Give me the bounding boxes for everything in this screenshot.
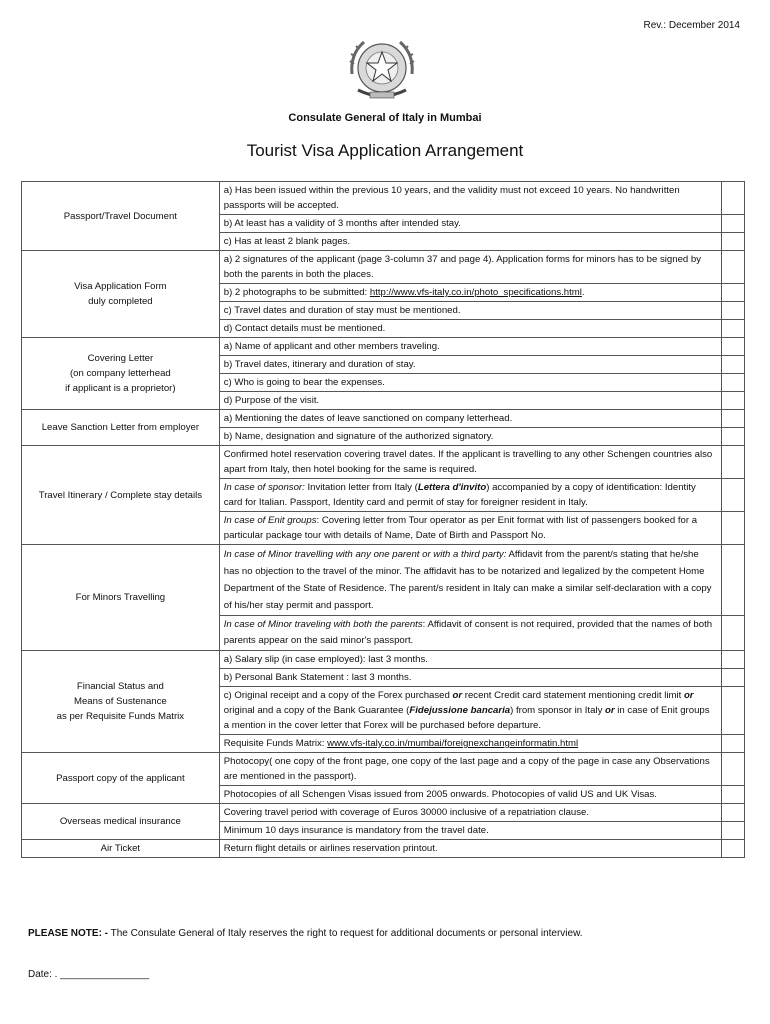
- category-covering-letter: [22, 338, 220, 410]
- category-label-line: (on company letterhead: [69, 368, 171, 379]
- page-title: Tourist Visa Application Arrangement: [246, 141, 524, 160]
- checkbox-cell[interactable]: [721, 545, 744, 616]
- requirement-item: [219, 545, 721, 616]
- requirement-item: a) Name of applicant and other members traveling.: [219, 338, 721, 356]
- requirement-item: [219, 687, 721, 735]
- checkbox-cell[interactable]: [721, 479, 744, 512]
- checkbox-cell[interactable]: [721, 616, 744, 651]
- requirement-item: Photocopies of all Schengen Visas issued from 2005 onwards. Photocopies of valid US and UK Visas.: [219, 786, 721, 804]
- requirement-text: : Affidavit of consent is not required, provided that the names of both parents appear on the said minor's passport.: [223, 619, 713, 646]
- checkbox-cell[interactable]: [721, 338, 744, 356]
- requirement-lead: In case of Enit groups: [223, 515, 317, 526]
- consulate-name: Consulate General of Italy in Mumbai: [288, 112, 482, 124]
- requirement-item: c) Who is going to bear the expenses.: [219, 374, 721, 392]
- checkbox-cell[interactable]: [721, 651, 744, 669]
- requirement-term: or: [605, 705, 615, 716]
- category-travel-itinerary: Travel Itinerary / Complete stay details: [22, 446, 220, 545]
- requirement-text: ) accompanied by a copy of identification: Identity card for Italian. Passport, Identity card and permit of stay for foreigner resident in Italy.: [223, 482, 696, 508]
- requirement-item: c) Travel dates and duration of stay must be mentioned.: [219, 302, 721, 320]
- requirement-item: c) Has at least 2 blank pages.: [219, 233, 721, 251]
- table-row: [22, 182, 745, 215]
- requirement-text: Requisite Funds Matrix:: [223, 738, 328, 749]
- category-leave-sanction: Leave Sanction Letter from employer: [22, 410, 220, 446]
- table-row: [22, 410, 745, 428]
- checkbox-cell[interactable]: [721, 215, 744, 233]
- checkbox-cell[interactable]: [721, 374, 744, 392]
- requirement-term: Fidejussione bancaria: [409, 705, 511, 716]
- revision-date: Rev.: December 2014: [643, 20, 740, 31]
- checkbox-cell[interactable]: [721, 753, 744, 786]
- requirement-text: c) Original receipt and a copy of the Forex purchased: [223, 690, 453, 701]
- requirement-item: Photocopy( one copy of the front page, one copy of the last page and a copy of the page in case any Observations are mentioned in the passport).: [219, 753, 721, 786]
- requirement-item: d) Contact details must be mentioned.: [219, 320, 721, 338]
- requirement-item: Covering travel period with coverage of Euros 30000 inclusive of a repatriation clause.: [219, 804, 721, 822]
- photo-specifications-link[interactable]: http://www.vfs-italy.co.in/photo_specifications.html: [369, 287, 582, 298]
- checkbox-cell[interactable]: [721, 735, 744, 753]
- requirement-text: original and a copy of the Bank Guarantee (: [223, 705, 410, 716]
- requirement-item: b) Personal Bank Statement : last 3 months.: [219, 669, 721, 687]
- checkbox-cell[interactable]: [721, 410, 744, 428]
- table-row: [22, 251, 745, 284]
- checkbox-cell[interactable]: [721, 233, 744, 251]
- checkbox-cell[interactable]: [721, 428, 744, 446]
- italian-emblem-icon: [346, 34, 418, 104]
- category-air-ticket: Air Ticket: [22, 840, 220, 858]
- category-label-line: Financial Status and: [76, 681, 164, 692]
- table-row: [22, 651, 745, 669]
- category-label-line: Visa Application Form: [74, 281, 167, 292]
- requirement-item: [219, 512, 721, 545]
- requirement-item: b) At least has a validity of 3 months after intended stay.: [219, 215, 721, 233]
- requirement-text: recent Credit card statement mentioning credit limit: [462, 690, 684, 701]
- requirement-item: b) Travel dates, itinerary and duration of stay.: [219, 356, 721, 374]
- checkbox-cell[interactable]: [721, 392, 744, 410]
- checkbox-cell[interactable]: [721, 320, 744, 338]
- note-label: PLEASE NOTE: -: [28, 928, 109, 939]
- table-row: [22, 753, 745, 786]
- requirement-item: [219, 735, 721, 753]
- requirement-item: [219, 284, 721, 302]
- checkbox-cell[interactable]: [721, 512, 744, 545]
- requirement-item: b) Name, designation and signature of the authorized signatory.: [219, 428, 721, 446]
- requirement-text: Invitation letter from Italy (: [304, 482, 418, 493]
- checkbox-cell[interactable]: [721, 302, 744, 320]
- checkbox-cell[interactable]: [721, 804, 744, 822]
- category-label-line: Means of Sustenance: [73, 696, 167, 707]
- table-row: [22, 338, 745, 356]
- requirement-text: .: [581, 287, 585, 298]
- requirement-lead: In case of sponsor:: [223, 482, 305, 493]
- requirements-table: [21, 181, 745, 858]
- requirement-term: Lettera d'invito: [417, 482, 487, 493]
- category-passport-copy: Passport copy of the applicant: [22, 753, 220, 804]
- category-financial-status: [22, 651, 220, 753]
- date-field[interactable]: Date: . ________________: [28, 969, 150, 980]
- category-passport: Passport/Travel Document: [22, 182, 220, 251]
- requirement-term: or: [452, 690, 463, 701]
- requirement-text: : Covering letter from Tour operator as per Enit format with list of passengers booked for a particular package tour with details of Name, Date of Birth and Passport No.: [223, 515, 698, 541]
- requirement-text: ) from sponsor in Italy: [510, 705, 606, 716]
- please-note: [28, 928, 583, 939]
- category-label-line: if applicant is a proprietor): [65, 383, 176, 394]
- requirement-lead: In case of Minor travelling with any one parent or with a third party:: [223, 549, 507, 560]
- requirement-item: a) Mentioning the dates of leave sanctioned on company letterhead.: [219, 410, 721, 428]
- requirement-text: Affidavit from the parent/s stating that he/she has no objection to the travel of the minor. The affidavit has to be notarized and legalized by the competent Home Department of the State of Residence. The parent/s resident in Italy can make a similar self-declaration with a copy of his/her stay permit and passport.: [223, 549, 712, 611]
- table-row: [22, 840, 745, 858]
- table-row: [22, 804, 745, 822]
- checkbox-cell[interactable]: [721, 669, 744, 687]
- requirement-item: a) Salary slip (in case employed): last 3 months.: [219, 651, 721, 669]
- requirement-lead: In case of Minor traveling with both the parents: [223, 619, 423, 630]
- funds-matrix-link[interactable]: www.vfs-italy.co.in/mumbai/foreignexchangeinformatin.html: [327, 738, 579, 749]
- requirement-item: a) Has been issued within the previous 10 years, and the validity must not exceed 10 years. No handwritten passports will be accepted.: [219, 182, 721, 215]
- checkbox-cell[interactable]: [721, 251, 744, 284]
- table-row: [22, 545, 745, 616]
- category-label-line: Covering Letter: [87, 353, 154, 364]
- checkbox-cell[interactable]: [721, 446, 744, 479]
- category-visa-form: [22, 251, 220, 338]
- category-label-line: duly completed: [88, 296, 153, 307]
- requirement-item: d) Purpose of the visit.: [219, 392, 721, 410]
- category-minors: For Minors Travelling: [22, 545, 220, 651]
- checkbox-cell[interactable]: [721, 687, 744, 735]
- requirement-item: Confirmed hotel reservation covering travel dates. If the applicant is travelling to any other Schengen countries also apart from Italy, then hotel booking for the same is required.: [219, 446, 721, 479]
- note-text: The Consulate General of Italy reserves the right to request for additional documents or personal interview.: [108, 928, 583, 939]
- requirement-item: a) 2 signatures of the applicant (page 3-column 37 and page 4). Application forms for minors has to be signed by both the parents in both the places.: [219, 251, 721, 284]
- requirement-text: in case of Enit groups a mention in the cover letter that Forex will be purchased before departure.: [223, 705, 710, 731]
- table-row: [22, 446, 745, 479]
- requirement-text: b) 2 photographs to be submitted:: [223, 287, 370, 298]
- requirement-term: or: [683, 690, 694, 701]
- requirement-item: [219, 616, 721, 651]
- requirement-item: Return flight details or airlines reservation printout.: [219, 840, 721, 858]
- checkbox-cell[interactable]: [721, 786, 744, 804]
- checkbox-cell[interactable]: [721, 840, 744, 858]
- category-medical-insurance: Overseas medical insurance: [22, 804, 220, 840]
- checkbox-cell[interactable]: [721, 182, 744, 215]
- requirement-item: Minimum 10 days insurance is mandatory from the travel date.: [219, 822, 721, 840]
- requirement-item: [219, 479, 721, 512]
- checkbox-cell[interactable]: [721, 356, 744, 374]
- category-label-line: as per Requisite Funds Matrix: [56, 711, 185, 722]
- checkbox-cell[interactable]: [721, 284, 744, 302]
- checkbox-cell[interactable]: [721, 822, 744, 840]
